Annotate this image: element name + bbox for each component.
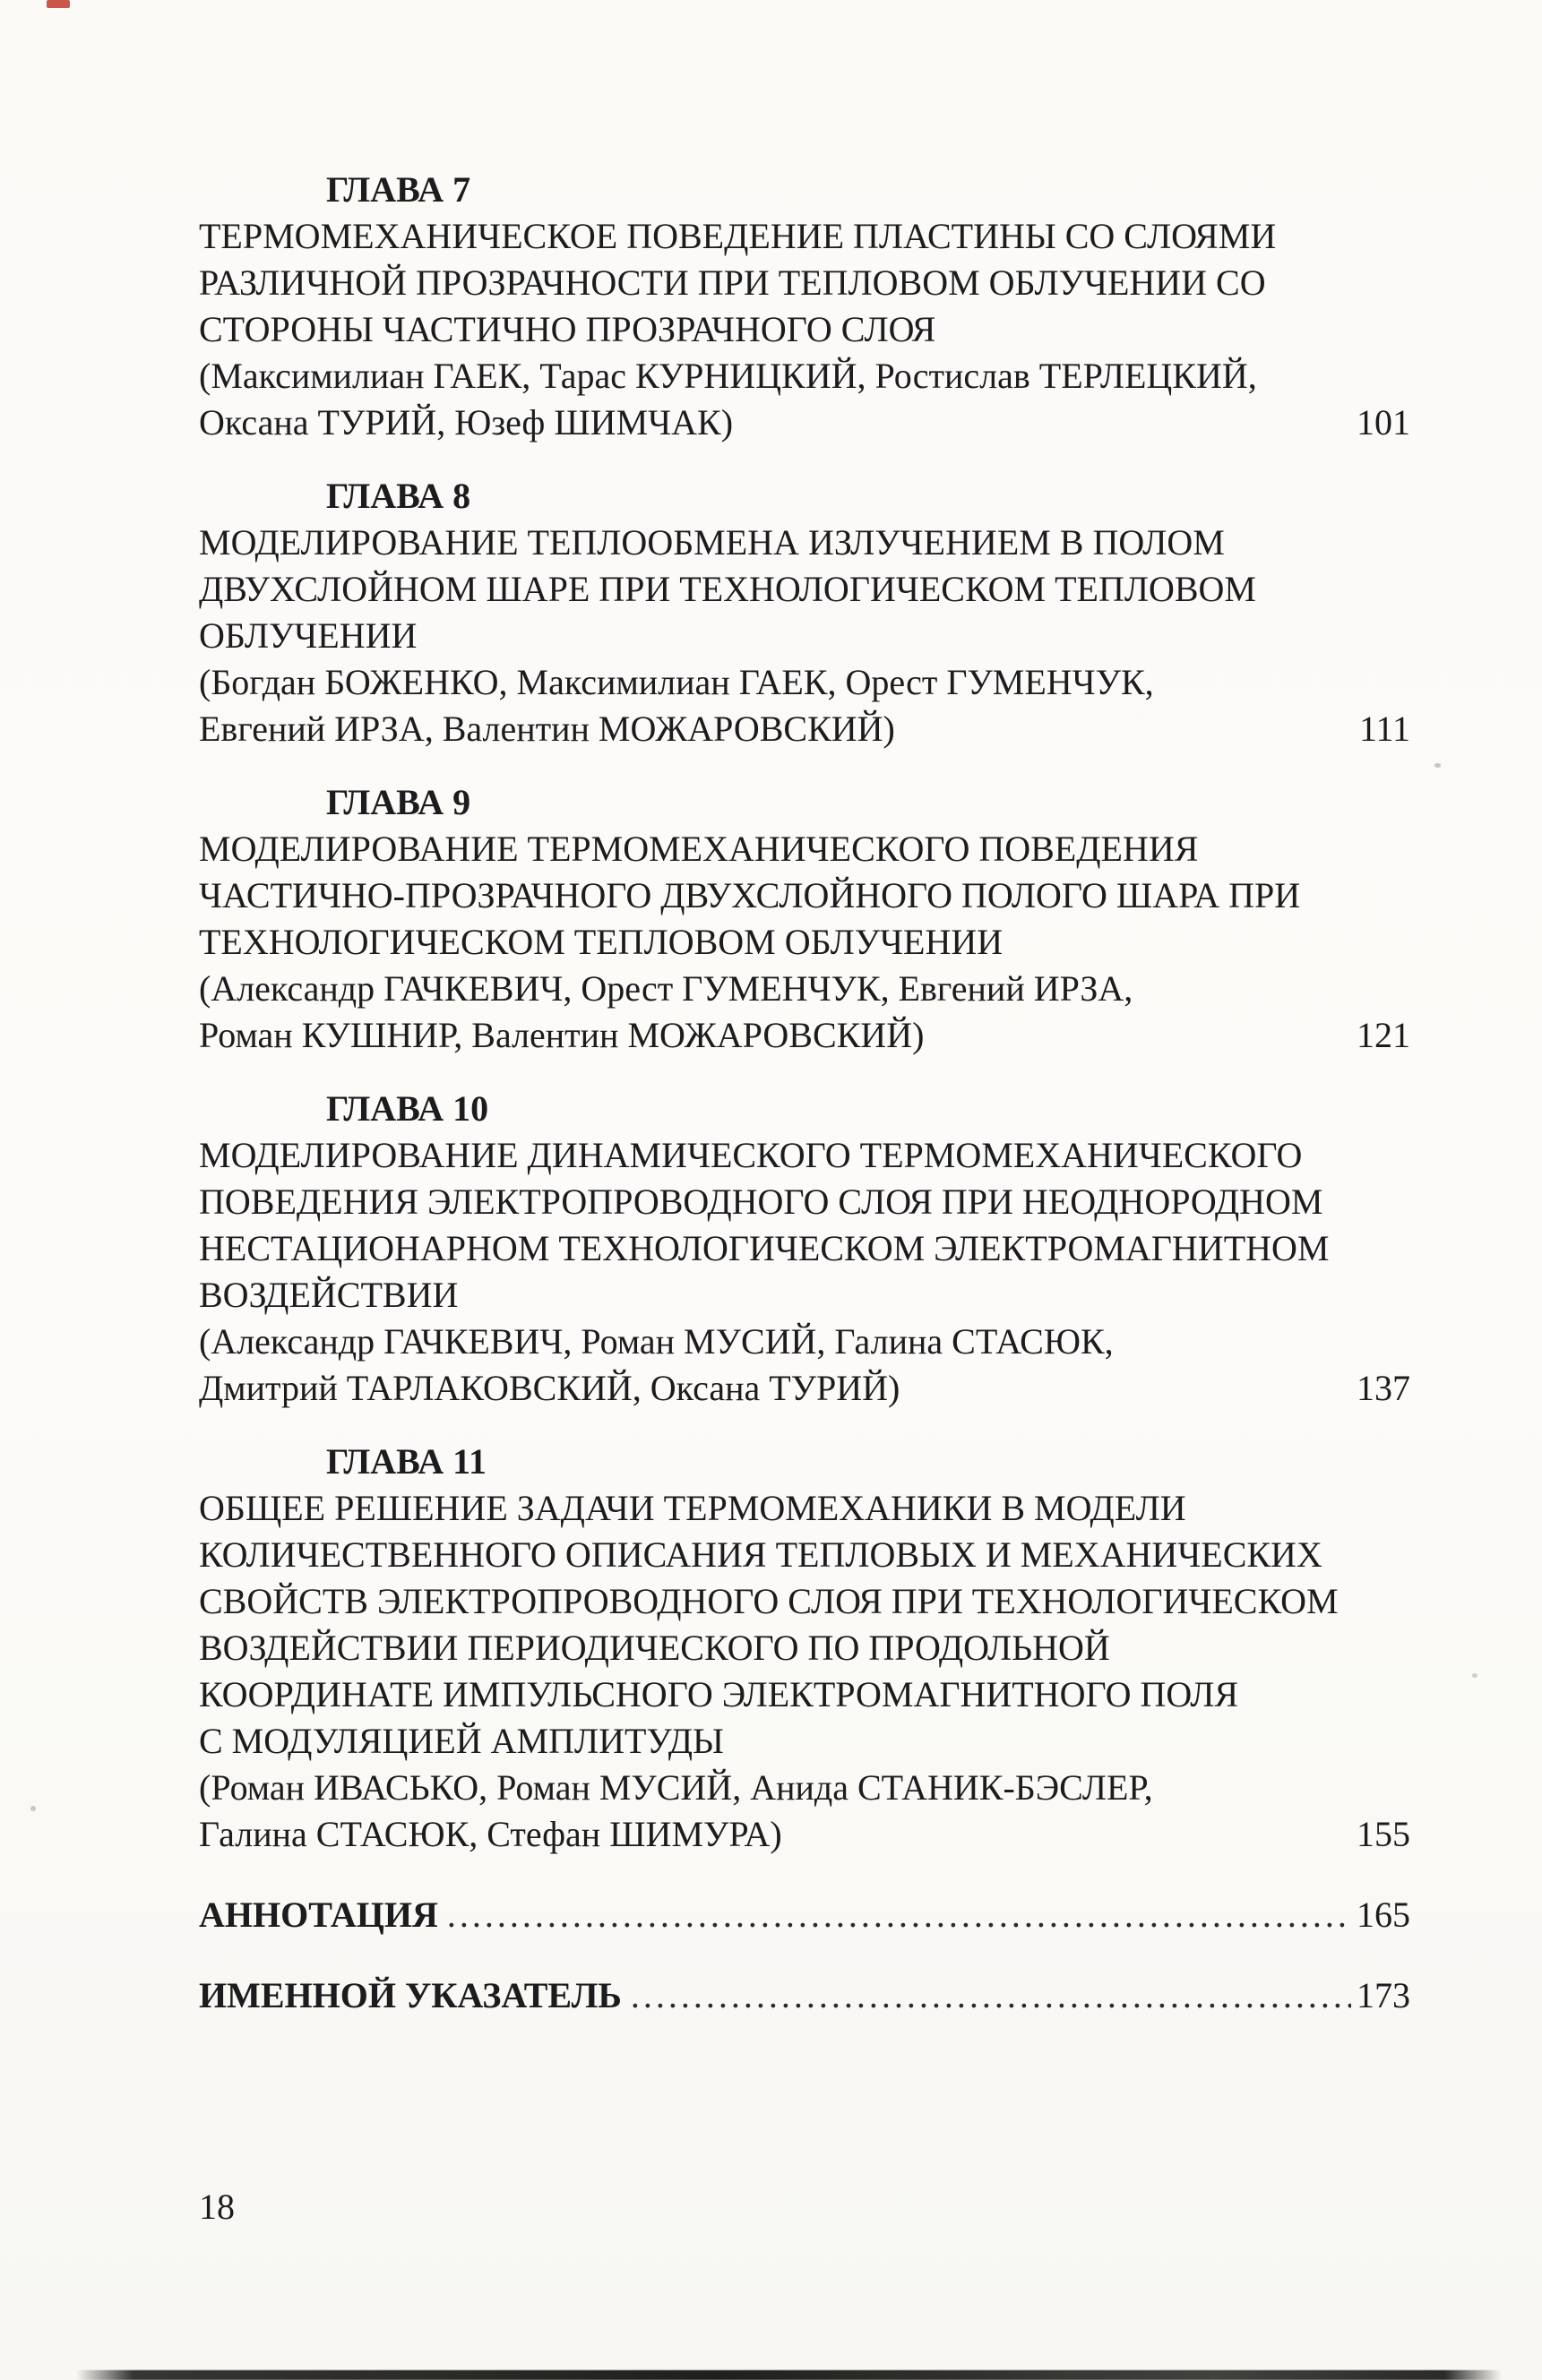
- chapter-page-number: 101: [1357, 402, 1410, 442]
- chapter-title-line: МОДЕЛИРОВАНИЕ ТЕПЛООБМЕНА ИЗЛУЧЕНИЕМ В ПОЛОМ: [199, 522, 1225, 563]
- chapter-title-line: ТЕХНОЛОГИЧЕСКОМ ТЕПЛОВОМ ОБЛУЧЕНИИ: [199, 922, 1004, 962]
- toc-chapter-entry: [199, 167, 1410, 446]
- chapter-title-line: С МОДУЛЯЦИЕЙ АМПЛИТУДЫ: [199, 1721, 724, 1761]
- dot-leader: [631, 1972, 1351, 2019]
- chapter-title-line: ВОЗДЕЙСТВИИ: [199, 1275, 459, 1315]
- chapter-authors-line: [199, 706, 1410, 752]
- chapter-authors-text: Дмитрий ТАРЛАКОВСКИЙ, Оксана ТУРИЙ): [199, 1368, 900, 1408]
- scan-speck: [30, 1806, 36, 1811]
- chapter-authors-line: (Александр ГАЧКЕВИЧ, Роман МУСИЙ, Галина СТАСЮК,: [199, 1321, 1114, 1362]
- page-number: 18: [199, 2187, 235, 2227]
- chapter-heading: ГЛАВА 11: [326, 1441, 487, 1482]
- back-matter-label: АННОТАЦИЯ: [199, 1895, 438, 1935]
- back-matter-label: ИМЕННОЙ УКАЗАТЕЛЬ: [199, 1975, 622, 2015]
- chapter-title: [199, 1132, 1410, 1319]
- dot-leader: [447, 1892, 1351, 1938]
- chapter-authors: [199, 966, 1410, 1059]
- chapter-authors: [199, 353, 1410, 446]
- scan-artifact-red-mark: [47, 0, 70, 8]
- chapter-authors-line: (Александр ГАЧКЕВИЧ, Орест ГУМЕНЧУК, Евгений ИРЗА,: [199, 968, 1133, 1009]
- chapter-title-line: МОДЕЛИРОВАНИЕ ТЕРМОМЕХАНИЧЕСКОГО ПОВЕДЕНИЯ: [199, 829, 1199, 869]
- chapter-title-line: МОДЕЛИРОВАНИЕ ДИНАМИЧЕСКОГО ТЕРМОМЕХАНИЧЕСКОГО: [199, 1135, 1303, 1175]
- chapter-heading: ГЛАВА 7: [326, 169, 471, 210]
- chapter-title-line: ДВУХСЛОЙНОМ ШАРЕ ПРИ ТЕХНОЛОГИЧЕСКОМ ТЕПЛОВОМ: [199, 569, 1256, 609]
- chapter-authors-line: (Максимилиан ГАЕК, Тарас КУРНИЦКИЙ, Ростислав ТЕРЛЕЦКИЙ,: [199, 356, 1257, 396]
- scan-edge-shadow: [76, 2370, 1502, 2380]
- chapter-page-number: 111: [1358, 709, 1410, 749]
- chapter-title-line: КОЛИЧЕСТВЕННОГО ОПИСАНИЯ ТЕПЛОВЫХ И МЕХАНИЧЕСКИХ: [199, 1534, 1322, 1575]
- chapter-authors-text: Евгений ИРЗА, Валентин МОЖАРОВСКИЙ): [199, 709, 895, 749]
- chapter-title-line: СТОРОНЫ ЧАСТИЧНО ПРОЗРАЧНОГО СЛОЯ: [199, 309, 936, 349]
- chapter-title: [199, 213, 1410, 353]
- chapter-title-line: ЧАСТИЧНО-ПРОЗРАЧНОГО ДВУХСЛОЙНОГО ПОЛОГО ШАРА ПРИ: [199, 875, 1301, 915]
- chapter-title: [199, 826, 1410, 966]
- chapter-heading: ГЛАВА 10: [326, 1088, 489, 1129]
- toc-back-matter-entry: [199, 1972, 1410, 2019]
- chapter-authors-line: [199, 1012, 1410, 1059]
- scan-speck: [1434, 763, 1441, 768]
- chapter-title: [199, 520, 1410, 659]
- toc-list: [199, 167, 1410, 2019]
- chapter-title-line: ВОЗДЕЙСТВИИ ПЕРИОДИЧЕСКОГО ПО ПРОДОЛЬНОЙ: [199, 1628, 1110, 1668]
- chapter-authors-text: Галина СТАСЮК, Стефан ШИМУРА): [199, 1814, 782, 1854]
- chapter-page-number: 137: [1357, 1368, 1410, 1408]
- chapter-authors-line: [199, 1365, 1410, 1412]
- chapter-authors-line: [199, 1811, 1410, 1858]
- chapter-authors-line: (Богдан БОЖЕНКО, Максимилиан ГАЕК, Орест ГУМЕНЧУК,: [199, 662, 1154, 702]
- chapter-title-line: РАЗЛИЧНОЙ ПРОЗРАЧНОСТИ ПРИ ТЕПЛОВОМ ОБЛУЧЕНИИ СО: [199, 262, 1266, 303]
- toc-back-matter-entry: [199, 1892, 1410, 1938]
- chapter-title-line: ОБЛУЧЕНИИ: [199, 615, 418, 656]
- chapter-authors-line: [199, 400, 1410, 446]
- chapter-authors: [199, 1765, 1410, 1858]
- chapter-title: [199, 1485, 1410, 1765]
- chapter-title-line: СВОЙСТВ ЭЛЕКТРОПРОВОДНОГО СЛОЯ ПРИ ТЕХНОЛОГИЧЕСКОМ: [199, 1581, 1339, 1621]
- chapter-title-line: НЕСТАЦИОНАРНОМ ТЕХНОЛОГИЧЕСКОМ ЭЛЕКТРОМАГНИТНОМ: [199, 1228, 1330, 1268]
- chapter-authors: [199, 659, 1410, 752]
- chapter-title-line: КООРДИНАТЕ ИМПУЛЬСНОГО ЭЛЕКТРОМАГНИТНОГО ПОЛЯ: [199, 1674, 1239, 1714]
- toc-chapter-entry: [199, 1086, 1410, 1412]
- chapter-title-line: ТЕРМОМЕХАНИЧЕСКОЕ ПОВЕДЕНИЕ ПЛАСТИНЫ СО СЛОЯМИ: [199, 216, 1277, 256]
- back-matter-page-number: 173: [1357, 1975, 1410, 2015]
- chapter-heading: ГЛАВА 8: [326, 476, 471, 516]
- toc-chapter-entry: [199, 779, 1410, 1059]
- chapter-authors-text: Роман КУШНИР, Валентин МОЖАРОВСКИЙ): [199, 1015, 925, 1055]
- chapter-heading: ГЛАВА 9: [326, 782, 471, 822]
- chapter-title-line: ОБЩЕЕ РЕШЕНИЕ ЗАДАЧИ ТЕРМОМЕХАНИКИ В МОДЕЛИ: [199, 1488, 1186, 1528]
- chapter-authors-text: Оксана ТУРИЙ, Юзеф ШИМЧАК): [199, 402, 734, 442]
- chapter-title-line: ПОВЕДЕНИЯ ЭЛЕКТРОПРОВОДНОГО СЛОЯ ПРИ НЕОДНОРОДНОМ: [199, 1181, 1323, 1222]
- toc-chapter-entry: [199, 1439, 1410, 1858]
- scan-speck: [1472, 1673, 1477, 1678]
- chapter-authors-line: (Роман ИВАСЬКО, Роман МУСИЙ, Анида СТАНИК-БЭСЛЕР,: [199, 1767, 1153, 1808]
- toc-chapter-entry: [199, 473, 1410, 752]
- chapter-page-number: 121: [1357, 1015, 1410, 1055]
- chapter-authors: [199, 1319, 1410, 1412]
- back-matter-page-number: 165: [1357, 1895, 1410, 1935]
- chapter-page-number: 155: [1357, 1814, 1410, 1854]
